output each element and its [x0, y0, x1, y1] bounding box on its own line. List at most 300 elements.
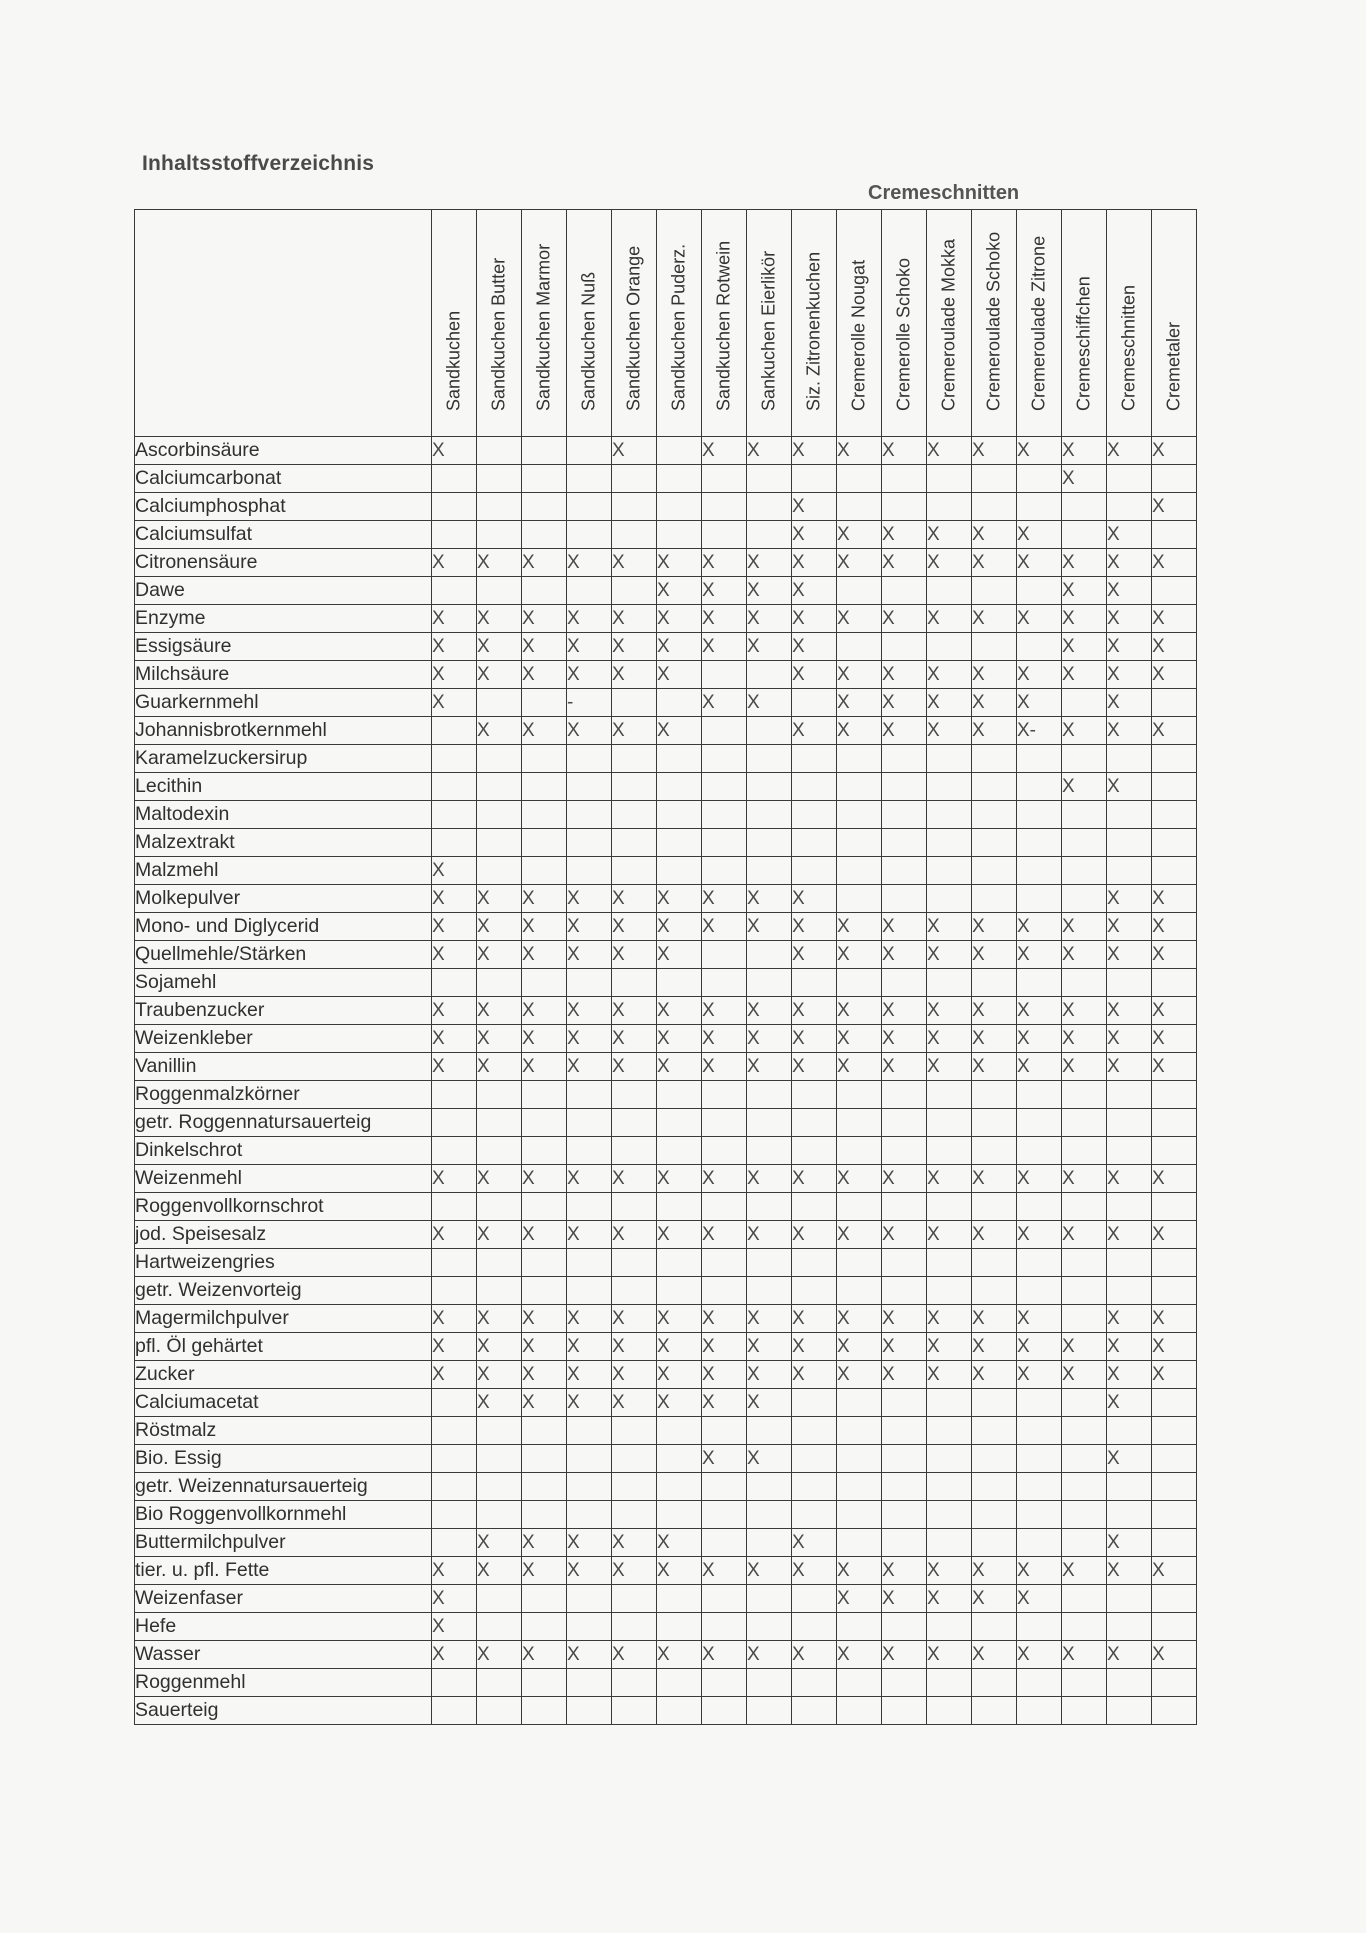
table-cell: [612, 1501, 657, 1529]
table-cell: [432, 493, 477, 521]
table-cell: X: [567, 913, 612, 941]
column-header-label: Sankuchen Eierlikör: [758, 250, 779, 411]
table-cell: [1017, 465, 1062, 493]
table-cell: [747, 1277, 792, 1305]
table-cell: X: [1107, 633, 1152, 661]
table-cell: [567, 1081, 612, 1109]
table-cell: [747, 1473, 792, 1501]
table-cell: [432, 577, 477, 605]
table-cell: [1152, 689, 1197, 717]
table-cell: X: [702, 1557, 747, 1585]
row-label: getr. Weizenvorteig: [135, 1277, 432, 1305]
table-cell: [792, 801, 837, 829]
table-body: [135, 437, 1197, 1725]
table-cell: [927, 1501, 972, 1529]
table-cell: X: [1107, 885, 1152, 913]
table-cell: X: [1017, 437, 1062, 465]
table-cell: [522, 801, 567, 829]
table-cell: [522, 857, 567, 885]
table-cell: X: [567, 997, 612, 1025]
table-cell: [432, 521, 477, 549]
table-cell: [1107, 1417, 1152, 1445]
table-cell: [1017, 1697, 1062, 1725]
table-row: [135, 1613, 1197, 1641]
table-cell: X: [477, 997, 522, 1025]
table-cell: X: [882, 941, 927, 969]
table-cell: X: [972, 1025, 1017, 1053]
table-cell: [747, 773, 792, 801]
table-cell: [477, 773, 522, 801]
table-cell: X: [1107, 437, 1152, 465]
table-cell: [522, 1445, 567, 1473]
table-cell: [522, 1585, 567, 1613]
table-cell: X: [702, 1221, 747, 1249]
table-cell: [927, 1081, 972, 1109]
table-cell: X: [927, 1361, 972, 1389]
table-cell: X: [522, 1305, 567, 1333]
table-cell: X: [927, 997, 972, 1025]
table-cell: X: [1062, 1641, 1107, 1669]
table-cell: X: [612, 1557, 657, 1585]
table-cell: X: [1152, 493, 1197, 521]
table-cell: [1107, 1613, 1152, 1641]
table-cell: [792, 1697, 837, 1725]
table-cell: [702, 465, 747, 493]
table-cell: X: [927, 549, 972, 577]
table-cell: [837, 1669, 882, 1697]
table-cell: X: [657, 997, 702, 1025]
table-cell: X: [702, 913, 747, 941]
row-label: tier. u. pfl. Fette: [135, 1557, 432, 1585]
table-cell: X: [522, 605, 567, 633]
column-header-label: Cremeschnitten: [1118, 284, 1139, 411]
table-cell: X: [792, 437, 837, 465]
table-cell: [522, 1501, 567, 1529]
table-cell: X: [1062, 1053, 1107, 1081]
table-cell: [1152, 745, 1197, 773]
table-cell: [477, 1473, 522, 1501]
table-cell: [432, 1193, 477, 1221]
table-cell: [567, 1109, 612, 1137]
ingredient-table: [134, 209, 1197, 1725]
table-cell: [1152, 1277, 1197, 1305]
table-cell: X: [1107, 689, 1152, 717]
table-cell: X: [927, 941, 972, 969]
table-cell: X: [747, 885, 792, 913]
table-cell: X: [792, 577, 837, 605]
table-cell: X: [972, 913, 1017, 941]
table-cell: [1152, 1473, 1197, 1501]
table-cell: X: [1152, 997, 1197, 1025]
table-cell: X: [702, 1445, 747, 1473]
table-cell: [432, 1501, 477, 1529]
table-cell: [927, 493, 972, 521]
table-cell: [522, 689, 567, 717]
table-cell: [612, 857, 657, 885]
table-cell: [657, 969, 702, 997]
row-label: Karamelzuckersirup: [135, 745, 432, 773]
table-cell: [702, 1697, 747, 1725]
table-cell: X: [657, 885, 702, 913]
table-cell: [792, 1501, 837, 1529]
table-cell: [657, 1417, 702, 1445]
row-label: Ascorbinsäure: [135, 437, 432, 465]
table-cell: [522, 969, 567, 997]
table-cell: [432, 1249, 477, 1277]
table-cell: X: [972, 1361, 1017, 1389]
column-header-label: Cremeroulade Mokka: [938, 238, 959, 411]
table-cell: [747, 1669, 792, 1697]
column-header: [837, 210, 882, 437]
table-cell: X: [702, 885, 747, 913]
table-cell: [882, 1697, 927, 1725]
table-cell: [882, 1473, 927, 1501]
table-cell: [522, 1137, 567, 1165]
table-cell: [432, 1277, 477, 1305]
table-cell: [1152, 801, 1197, 829]
table-cell: X: [837, 997, 882, 1025]
row-label: Quellmehle/Stärken: [135, 941, 432, 969]
table-cell: [702, 1137, 747, 1165]
row-label: Magermilchpulver: [135, 1305, 432, 1333]
row-label: Buttermilchpulver: [135, 1529, 432, 1557]
table-cell: [1017, 801, 1062, 829]
table-cell: X: [1062, 1333, 1107, 1361]
table-cell: X: [522, 1529, 567, 1557]
table-cell: X: [927, 1585, 972, 1613]
table-cell: [972, 829, 1017, 857]
table-cell: X: [882, 437, 927, 465]
table-cell: X: [792, 1529, 837, 1557]
table-row: [135, 465, 1197, 493]
table-cell: [1107, 1249, 1152, 1277]
table-cell: X: [927, 1221, 972, 1249]
table-row: [135, 521, 1197, 549]
table-cell: X: [477, 1557, 522, 1585]
table-cell: X: [747, 437, 792, 465]
table-cell: [702, 1193, 747, 1221]
table-cell: X: [792, 941, 837, 969]
table-cell: [432, 1529, 477, 1557]
table-cell: [837, 1109, 882, 1137]
table-cell: X: [927, 1053, 972, 1081]
table-cell: [567, 1417, 612, 1445]
table-cell: [1107, 493, 1152, 521]
row-label: Johannisbrotkernmehl: [135, 717, 432, 745]
table-cell: [1062, 1305, 1107, 1333]
table-cell: [1107, 1081, 1152, 1109]
table-row: [135, 605, 1197, 633]
table-cell: [747, 1193, 792, 1221]
table-cell: [1152, 857, 1197, 885]
table-cell: [1152, 1081, 1197, 1109]
table-cell: X: [1062, 773, 1107, 801]
table-cell: X: [927, 1165, 972, 1193]
table-cell: [972, 1529, 1017, 1557]
table-cell: X: [477, 1333, 522, 1361]
table-cell: X: [837, 913, 882, 941]
table-cell: [612, 689, 657, 717]
table-cell: X: [927, 717, 972, 745]
table-row: [135, 997, 1197, 1025]
table-cell: [477, 1669, 522, 1697]
row-label: pfl. Öl gehärtet: [135, 1333, 432, 1361]
table-cell: [477, 801, 522, 829]
column-header-label: Sandkuchen Nuß: [578, 271, 599, 411]
table-cell: [477, 1445, 522, 1473]
table-row: [135, 661, 1197, 689]
table-cell: X: [1152, 885, 1197, 913]
table-cell: [702, 717, 747, 745]
table-cell: X: [432, 1613, 477, 1641]
table-cell: X: [972, 1557, 1017, 1585]
table-cell: X: [837, 1333, 882, 1361]
table-cell: X: [522, 1165, 567, 1193]
row-label: Dawe: [135, 577, 432, 605]
table-cell: [522, 1277, 567, 1305]
table-cell: X: [522, 1641, 567, 1669]
table-cell: [1017, 633, 1062, 661]
table-cell: [477, 1109, 522, 1137]
table-cell: [747, 1109, 792, 1137]
table-cell: X: [1152, 913, 1197, 941]
table-cell: X: [657, 1221, 702, 1249]
table-cell: [972, 633, 1017, 661]
table-cell: [747, 1081, 792, 1109]
table-row: [135, 1025, 1197, 1053]
table-cell: X: [522, 885, 567, 913]
table-cell: [972, 1697, 1017, 1725]
table-cell: X: [1107, 997, 1152, 1025]
column-header: [927, 210, 972, 437]
table-cell: X: [837, 1221, 882, 1249]
table-cell: [477, 829, 522, 857]
table-cell: [927, 1669, 972, 1697]
table-cell: [432, 1417, 477, 1445]
table-cell: [477, 745, 522, 773]
table-cell: [972, 1501, 1017, 1529]
table-cell: X: [612, 661, 657, 689]
table-row: [135, 1473, 1197, 1501]
table-cell: X: [1062, 1025, 1107, 1053]
table-cell: [612, 1613, 657, 1641]
table-cell: X: [477, 941, 522, 969]
table-cell: [567, 1277, 612, 1305]
row-label: Roggenvollkornschrot: [135, 1193, 432, 1221]
table-cell: [792, 1137, 837, 1165]
table-cell: [882, 633, 927, 661]
column-header-label: Sandkuchen Puderz.: [668, 243, 689, 411]
table-cell: [1062, 1389, 1107, 1417]
table-cell: [522, 1109, 567, 1137]
table-cell: X: [477, 717, 522, 745]
table-cell: X: [747, 1333, 792, 1361]
table-cell: [522, 577, 567, 605]
corner-cell: [135, 210, 432, 437]
table-cell: X: [432, 1585, 477, 1613]
table-cell: [567, 1501, 612, 1529]
table-cell: X: [702, 577, 747, 605]
table-row: [135, 829, 1197, 857]
table-cell: [477, 465, 522, 493]
table-cell: [567, 1445, 612, 1473]
table-cell: X: [567, 1389, 612, 1417]
table-cell: [522, 1081, 567, 1109]
table-cell: X: [1017, 1221, 1062, 1249]
table-row: [135, 1389, 1197, 1417]
table-cell: [1017, 1669, 1062, 1697]
table-cell: [1107, 1137, 1152, 1165]
table-cell: X: [1107, 661, 1152, 689]
table-cell: X: [792, 605, 837, 633]
table-cell: [612, 521, 657, 549]
table-cell: X: [612, 1305, 657, 1333]
table-cell: X: [792, 549, 837, 577]
table-cell: X: [837, 549, 882, 577]
table-cell: X: [1152, 437, 1197, 465]
table-cell: X: [1062, 661, 1107, 689]
table-cell: [702, 1109, 747, 1137]
table-row: [135, 1193, 1197, 1221]
table-cell: [477, 1193, 522, 1221]
table-cell: [567, 1669, 612, 1697]
table-cell: [747, 1417, 792, 1445]
table-cell: [927, 969, 972, 997]
table-cell: X: [432, 1641, 477, 1669]
table-cell: [1062, 1137, 1107, 1165]
table-cell: [612, 1109, 657, 1137]
table-cell: [927, 801, 972, 829]
table-cell: X: [1152, 1305, 1197, 1333]
column-header-label: Cremeroulade Zitrone: [1028, 235, 1049, 411]
table-cell: X: [747, 913, 792, 941]
table-cell: X: [882, 1305, 927, 1333]
table-cell: [1152, 1109, 1197, 1137]
table-cell: X: [702, 605, 747, 633]
table-cell: X: [477, 1305, 522, 1333]
table-cell: [1062, 1529, 1107, 1557]
table-cell: [792, 1249, 837, 1277]
table-cell: X: [657, 1361, 702, 1389]
table-cell: X: [522, 1557, 567, 1585]
table-cell: X: [792, 1557, 837, 1585]
table-cell: [657, 1473, 702, 1501]
table-cell: [972, 857, 1017, 885]
row-label: Malzmehl: [135, 857, 432, 885]
table-cell: X: [1062, 633, 1107, 661]
table-cell: X: [567, 1529, 612, 1557]
table-cell: X: [612, 437, 657, 465]
table-cell: X: [882, 1557, 927, 1585]
table-cell: X: [657, 1025, 702, 1053]
table-cell: [477, 1249, 522, 1277]
table-cell: [567, 1137, 612, 1165]
table-cell: X: [477, 913, 522, 941]
table-cell: [1152, 1613, 1197, 1641]
table-row: [135, 1249, 1197, 1277]
table-cell: [837, 1389, 882, 1417]
table-cell: X: [432, 941, 477, 969]
table-cell: X: [747, 605, 792, 633]
table-cell: [747, 1529, 792, 1557]
table-cell: [1017, 1277, 1062, 1305]
table-cell: [792, 969, 837, 997]
table-cell: X: [927, 913, 972, 941]
table-cell: X: [837, 661, 882, 689]
table-cell: [1017, 1417, 1062, 1445]
table-row: [135, 1221, 1197, 1249]
table-cell: X: [612, 913, 657, 941]
table-row: [135, 913, 1197, 941]
table-cell: X: [882, 1025, 927, 1053]
table-cell: X: [702, 689, 747, 717]
table-cell: X: [522, 1025, 567, 1053]
table-cell: X: [1107, 1165, 1152, 1193]
table-cell: X: [972, 1333, 1017, 1361]
table-cell: X: [837, 689, 882, 717]
table-cell: [702, 1529, 747, 1557]
table-cell: X: [882, 1053, 927, 1081]
table-cell: [972, 773, 1017, 801]
table-cell: [567, 1249, 612, 1277]
table-cell: [1062, 1613, 1107, 1641]
table-cell: X: [927, 1025, 972, 1053]
table-cell: [927, 885, 972, 913]
table-cell: [972, 493, 1017, 521]
column-header: [882, 210, 927, 437]
table-cell: X: [477, 605, 522, 633]
table-cell: X: [882, 997, 927, 1025]
table-cell: X: [747, 997, 792, 1025]
table-cell: [657, 773, 702, 801]
table-cell: X: [792, 1221, 837, 1249]
table-cell: X: [1017, 549, 1062, 577]
table-cell: [747, 829, 792, 857]
row-label: Guarkernmehl: [135, 689, 432, 717]
table-cell: X: [702, 1053, 747, 1081]
row-label: Vanillin: [135, 1053, 432, 1081]
table-cell: [657, 465, 702, 493]
table-row: [135, 1557, 1197, 1585]
table-cell: X: [432, 437, 477, 465]
table-cell: [477, 521, 522, 549]
table-cell: X: [837, 717, 882, 745]
table-cell: X: [657, 1305, 702, 1333]
table-cell: X: [612, 1529, 657, 1557]
table-cell: X: [567, 661, 612, 689]
table-cell: X: [612, 605, 657, 633]
table-cell: [882, 1669, 927, 1697]
table-cell: X: [747, 1221, 792, 1249]
table-cell: [702, 661, 747, 689]
table-cell: [927, 773, 972, 801]
table-cell: [1017, 857, 1062, 885]
table-cell: [522, 1473, 567, 1501]
table-cell: [882, 1501, 927, 1529]
table-cell: X: [567, 549, 612, 577]
table-cell: [657, 1109, 702, 1137]
table-cell: X: [1152, 1025, 1197, 1053]
table-cell: [882, 465, 927, 493]
table-cell: [612, 577, 657, 605]
table-cell: [927, 1697, 972, 1725]
table-cell: [972, 885, 1017, 913]
table-cell: [972, 1277, 1017, 1305]
table-cell: X: [1062, 1557, 1107, 1585]
table-cell: X: [972, 549, 1017, 577]
table-cell: X: [1152, 549, 1197, 577]
table-cell: [927, 745, 972, 773]
